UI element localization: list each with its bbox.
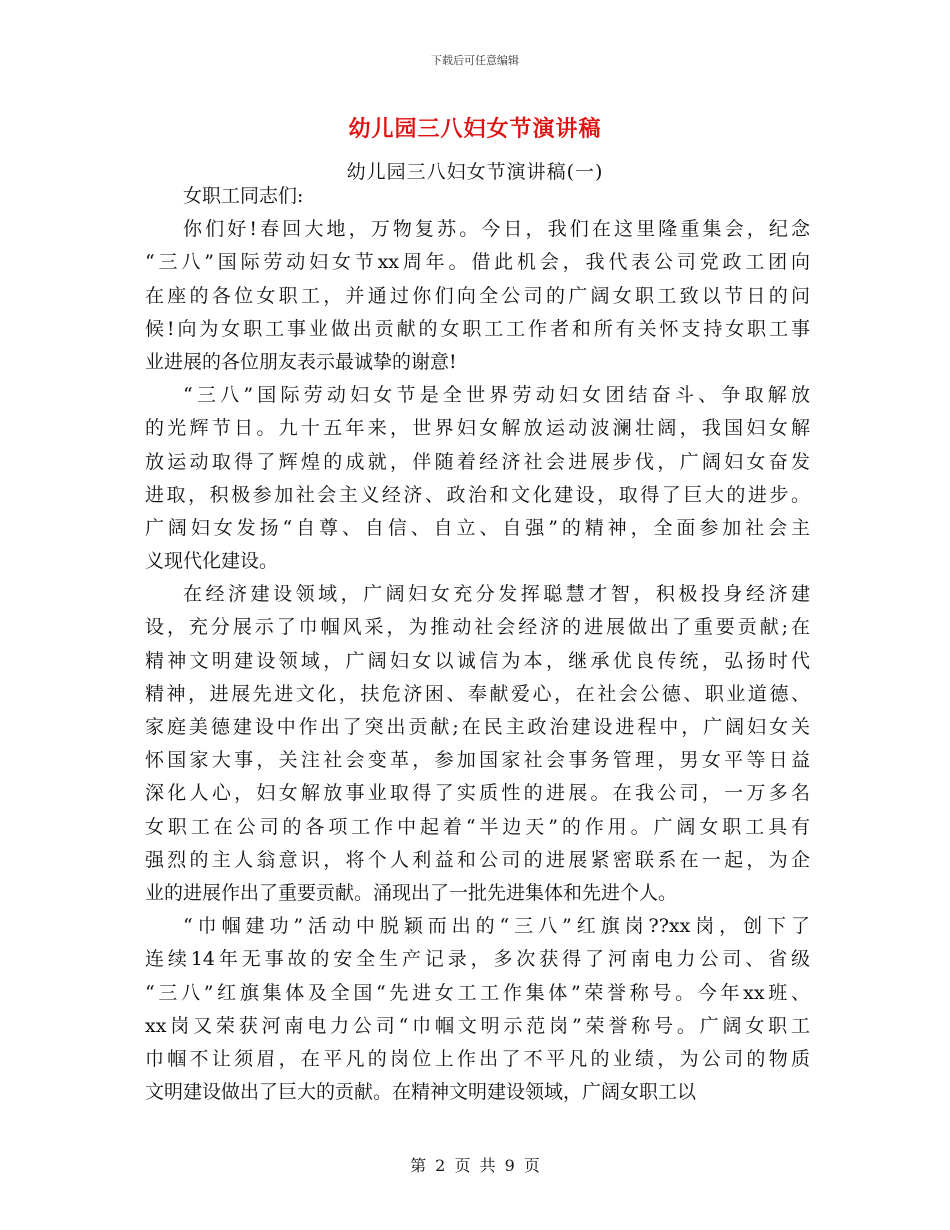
text-line: 深化人心，妇女解放事业取得了实质性的进展。在我公司，一万多名 [145, 782, 810, 805]
text-line: 在经济建设领域，广阔妇女充分发挥聪慧才智，积极投身经济建 [183, 583, 810, 606]
text-line: xx岗又荣获河南电力公司“巾帼文明示范岗”荣誉称号。广阔女职工 [145, 1014, 810, 1037]
text-line: “巾帼建功”活动中脱颖而出的“三八”红旗岗??xx岗，创下了 [183, 915, 810, 938]
text-line: 设，充分展示了巾帼风采，为推动社会经济的进展做出了重要贡献;在 [145, 616, 810, 639]
document-subtitle: 幼儿园三八妇女节演讲稿(一) [346, 161, 604, 183]
document-body [145, 180, 810, 1109]
text-line: 在座的各位女职工，并通过你们向全公司的广阔女职工致以节日的问 [145, 284, 810, 307]
text-line: “三八”国际劳动妇女节是全世界劳动妇女团结奋斗、争取解放 [183, 384, 810, 407]
text-line: 进取，积极参加社会主义经济、政治和文化建设，取得了巨大的进步。 [145, 483, 810, 506]
page-footer: 第 2 页 共 9 页 [410, 1156, 540, 1175]
text-line: 义现代化建设。 [145, 550, 279, 573]
text-line: 巾帼不让须眉，在平凡的岗位上作出了不平凡的业绩，为公司的物质 [145, 1047, 810, 1070]
text-line: 业进展的各位朋友表示最诚挚的谢意! [145, 350, 457, 373]
text-line: 连续14年无事故的安全生产记录，多次获得了河南电力公司、省级 [145, 948, 810, 971]
header-note: 下载后可任意编辑 [431, 54, 519, 67]
text-line: 怀国家大事，关注社会变革，参加国家社会事务管理，男女平等日益 [145, 749, 810, 772]
text-line: 你们好!春回大地，万物复苏。今日，我们在这里隆重集会，纪念 [183, 218, 810, 241]
text-line: 放运动取得了辉煌的成就，伴随着经济社会进展步伐，广阔妇女奋发 [145, 450, 810, 473]
document-title: 幼儿园三八妇女节演讲稿 [348, 116, 602, 142]
text-line: 精神，进展先进文化，扶危济困、奉献爱心，在社会公德、职业道德、 [145, 682, 810, 705]
text-line: “三八”红旗集体及全国“先进女工工作集体”荣誉称号。今年xx班、 [145, 981, 810, 1004]
text-line: 的光辉节日。九十五年来，世界妇女解放运动波澜壮阔，我国妇女解 [145, 417, 810, 440]
text-line: 文明建设做出了巨大的贡献。在精神文明建设领域，广阔女职工以 [145, 1081, 697, 1104]
text-line: 业的进展作出了重要贡献。涌现出了一批先进集体和先进个人。 [145, 881, 678, 904]
text-line: 候!向为女职工事业做出贡献的女职工工作者和所有关怀支持女职工事 [145, 317, 810, 340]
text-line: 女职工同志们: [183, 185, 304, 207]
text-line: 广阔妇女发扬“自尊、自信、自立、自强”的精神，全面参加社会主 [145, 516, 810, 539]
text-line: 精神文明建设领域，广阔妇女以诚信为本，继承优良传统，弘扬时代 [145, 649, 810, 672]
text-line: 家庭美德建设中作出了突出贡献;在民主政治建设进程中，广阔妇女关 [145, 716, 810, 738]
text-line: 女职工在公司的各项工作中起着“半边天”的作用。广阔女职工具有 [145, 815, 810, 838]
text-line: “三八”国际劳动妇女节xx周年。借此机会，我代表公司党政工团向 [145, 251, 810, 274]
text-line: 强烈的主人翁意识，将个人利益和公司的进展紧密联系在一起，为企 [145, 848, 810, 871]
